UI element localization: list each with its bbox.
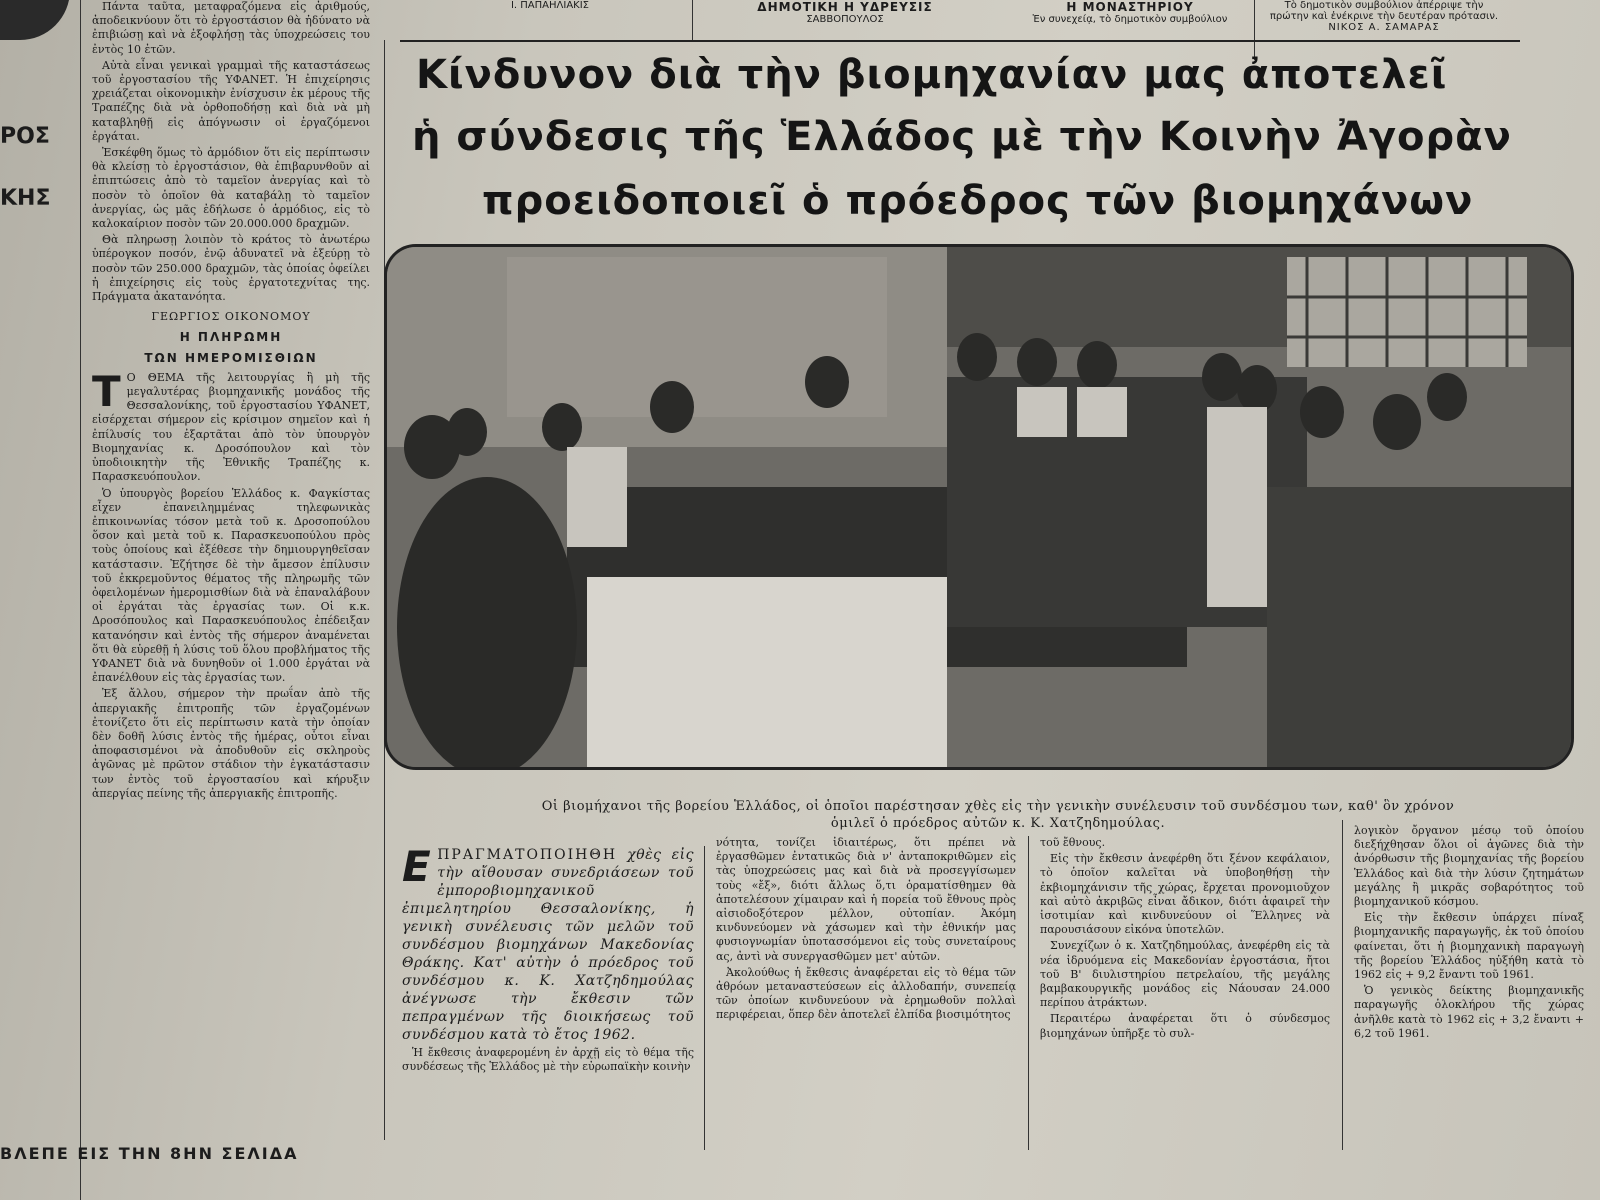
photo-caption-line-1: Οἱ βιομήχανοι τῆς βορείου Ἑλλάδος, οἱ ὁποῖοι παρέστησαν χθὲς εἰς τὴν γενικὴν συνέλευσιν τοῦ συνδέσμου των, καθ' ὃν χρόνον xyxy=(541,799,1455,814)
main-dropcap: Ε xyxy=(402,846,432,891)
ink-blot-decoration xyxy=(0,0,70,40)
main-col-3-p2: Εἰς τὴν ἔκθεσιν ἀνεφέρθη ὅτι ξένον κεφάλαιον, τὸ ὁποῖον καλεῖται νὰ ὑποβοηθήσῃ τὴν ἐκβιομηχάνισιν τῆς χώρας, ἔρχεται προνομιοῦχον καὶ αὐτὸ ἀκριβῶς εἶναι ἄδικον, διότι ἀφαιρεῖ τὴν ἰσοτιμίαν καὶ κινδυνεύουν οἱ Ἕλληνες νὰ παρουσιάσουν εἰκόνα ὑποτελῶν. xyxy=(1040,852,1330,937)
continued-on-page-8: ΒΛΕΠΕ ΕΙΣ ΤΗΝ 8ΗΝ ΣΕΛΙΔΑ xyxy=(0,1144,299,1163)
top-cell-4 xyxy=(1264,0,1504,33)
main-col-4-p3: Ὁ γενικὸς δείκτης βιομηχανικῆς παραγωγῆς ὁλοκλήρου τῆς χώρας ἀνῆλθε κατὰ τὸ 1962 εἰς + 3,2 ἔναντι + 6,2 τοῦ 1961. xyxy=(1354,984,1584,1040)
edge-fragment-1: ΡΟΣ xyxy=(0,124,50,149)
column-rule xyxy=(1028,836,1029,1150)
top-cell-1 xyxy=(450,0,650,11)
left-paragraph-1: Ο ΘΕΜΑ τῆς λειτουργίας ἢ μὴ τῆς μεγαλυτέρας βιομηχανικῆς μονάδος τῆς Θεσσαλονίκης, τοῦ ἐργοστασίου ΥΦΑΝΕΤ, εἰσέρχεται σήμερον εἰς κρίσιμον σημεῖον καὶ ἡ ἐπίλυσίς του ἐξαρτᾶται ἀπὸ τὸν ὑπουργὸν Βιομηχανίας κ. Δροσόπουλον καὶ τὸν ὑποδιοικητὴν τῆς Ἐθνικῆς Τραπέζης κ. Παρασκευόπουλον. xyxy=(92,370,370,484)
top-cell-3 xyxy=(1010,0,1250,25)
left-top-paragraph: Ἐσκέφθη ὅμως τὸ ἁρμόδιον ὅτι εἰς περίπτωσιν θὰ κλείσῃ τὸ ἐργοστάσιον, θὰ ἐπιβαρυνθοῦν αἱ ἐπιπτώσεις ἀπὸ τὸ ταμεῖον ἀνεργίας καὶ τὸ ποσὸν τὸ ὁποῖον θὰ καταβάλῃ τὸ ταμεῖον ἀνεργίας, ὡς μᾶς ἐδήλωσε ὁ ἁρμόδιος, εἰς τὸ καλοκαίριον ποσὸν τῶν 20.000.000 δραχμῶν. xyxy=(92,146,370,231)
headline-line-1: Κίνδυνον διὰ τὴν βιομηχανίαν μας ἀποτελεῖ xyxy=(416,52,1448,98)
left-article xyxy=(92,0,370,1136)
top-cell-1-text: Ι. ΠΑΠΑΗΛΙΑΚΙΣ xyxy=(510,0,589,11)
main-article-col-4 xyxy=(1354,824,1584,1150)
left-byline: ΓΕΩΡΓΙΟΣ ΟΙΚΟΝΟΜΟΥ xyxy=(151,310,311,324)
main-lead-caps: ΠΡΑΓΜΑΤΟΠΟΙΗΘΗ xyxy=(437,847,618,863)
photo-caption-line-2: ὁμιλεῖ ὁ πρόεδρος αὐτῶν κ. Κ. Χατζηδημούλας. xyxy=(830,816,1166,831)
top-cell-2-sub: ΣΑΒΒΟΠΟΥΛΟΣ xyxy=(806,14,884,25)
left-dropcap: Τ xyxy=(92,366,121,416)
left-top-paragraph: Αὐτὰ εἶναι γενικαὶ γραμμαὶ τῆς καταστάσεως τοῦ ἐργοστασίου τῆς ΥΦΑΝΕΤ. Ἡ ἐπιχείρησις χρειάζεται οἰκονομικὴν ἐνίσχυσιν ἐκ μέρους τῆς Τραπέζης διὰ νὰ ὀρθοποδήσῃ καὶ διὰ νὰ μὴ καταβληθῇ εἰς ἀπόγνωσιν οἱ ἐργαζόμενοι ἐργάται. xyxy=(92,58,370,143)
top-rule-2 xyxy=(1254,0,1255,60)
left-paragraph-3: Ἐξ ἄλλου, σήμερον τὴν πρωΐαν ἀπὸ τῆς ἀπεργιακῆς ἐπιτροπῆς τῶν ἐργαζομένων ἐτονίζετο ὅτι εἰς περίπτωσιν κατὰ τὴν ὁποίαν δὲν δοθῆ λύσις ἐντὸς τῆς ἡμέρας, οὗτοι εἶναι ἀποφασισμένοι νὰ ἀποδυθοῦν εἰς σκληροὺς ἀγῶνας μὲ πρῶτον στάδιον τὴν ἐγκατάστασιν των ἐντὸς τοῦ ἐργοστασίου καὶ κήρυξιν ἀπεργίας πείνης τῆς ἀπεργιακῆς ἐπιτροπῆς. xyxy=(92,687,370,800)
main-col-2-p2: Ἀκολούθως ἡ ἔκθεσις ἀναφέρεται εἰς τὸ θέμα τῶν ἀθρόων μεταναστεύσεων εἰς ἀλλοδαπήν, συνεπείᾳ τῶν ὁποίων κινδυνεύουν νὰ ἐρημωθοῦν πολλαὶ περιφέρειαι, ὅπερ δὲν ἀποτελεῖ ἐλπίδα βιοσιμότητος xyxy=(716,965,1016,1022)
main-col-4-p1: λογικὸν ὄργανον μέσῳ τοῦ ὁποίου διεξήχθησαν ὅλοι οἱ ἀγῶνες διὰ τὴν ἀνόρθωσιν τῆς βιομηχανίας τῆς βορείου Ἑλλάδος καὶ διὰ τὴν λύσιν ζητημάτων μεγάλης ἢ μικρᾶς σοβαρότητος τοῦ βιομηχανικοῦ κόσμου. xyxy=(1354,824,1584,909)
main-col-4-p2: Εἰς τὴν ἔκθεσιν ὑπάρχει πίναξ βιομηχανικῆς παραγωγῆς, ἐκ τοῦ ὁποίου φαίνεται, ὅτι ἡ βιομηχανικὴ παραγωγὴ τῆς βορείου Ἑλλάδος ηὐξήθη κατὰ τὸ 1962 εἰς + 9,2 ἔναντι τοῦ 1961. xyxy=(1354,911,1584,982)
left-subhead-1: Η ΠΛΗΡΩΜΗ xyxy=(179,330,283,345)
top-cell-4-text: Τὸ δημοτικὸν συμβούλιον ἀπέρριψε τὴν πρώτην καὶ ἐνέκρινε τὴν δευτέραν πρότασιν. xyxy=(1269,0,1499,22)
top-cell-3-sub: Ἐν συνεχείᾳ, τὸ δημοτικὸν συμβούλιον xyxy=(1032,14,1228,25)
top-rule-1 xyxy=(692,0,693,42)
main-col-3-p3: Συνεχίζων ὁ κ. Χατζηδημούλας, ἀνεφέρθη εἰς τὰ νέα ἱδρυόμενα εἰς Μακεδονίαν ἐργοστάσια, ἤτοι τοῦ Β' διυλιστηρίου πετρελαίου, τῆς μεγάλης βαμβακουργικῆς μονάδος εἰς Νάουσαν 24.000 περίπου ἀτράκτων. xyxy=(1040,939,1330,1010)
main-article-col-1 xyxy=(402,846,694,1150)
edge-fragment-2: ΚΗΣ xyxy=(0,186,51,211)
meeting-photo-illustration xyxy=(387,247,1571,767)
left-subhead-2: ΤΩΝ ΗΜΕΡΟΜΙΣΘΙΩΝ xyxy=(144,350,318,365)
header-rule xyxy=(400,40,1520,42)
meeting-photograph xyxy=(384,244,1574,770)
top-cell-3-title: Η ΜΟΝΑΣΤΗΡΙΟΥ xyxy=(1066,0,1194,14)
top-cell-4-sign: ΝΙΚΟΣ Α. ΣΑΜΑΡΑΣ xyxy=(1328,22,1440,33)
main-col-3-p1: τοῦ ἔθνους. xyxy=(1040,836,1106,849)
main-article-col-3 xyxy=(1040,836,1330,1150)
headline-line-3: προειδοποιεῖ ὁ πρόεδρος τῶν βιομηχάνων xyxy=(482,178,1474,224)
top-cell-2-title: ΔΗΜΟΤΙΚΗ Η ΥΔΡΕΥΣΙΣ xyxy=(757,0,933,14)
left-paragraph-2: Ὁ ὑπουργὸς βορείου Ἑλλάδος κ. Φαγκίστας εἶχεν ἐπανειλημμένας τηλεφωνικὰς ἐπικοινωνίας τόσον μετὰ τοῦ κ. Δροσοπούλου ὅσον καὶ μετὰ τοῦ κ. Παρασκευοπούλου πρὸς τοὺς ὁποίους καὶ ἐξέθεσε τὴν δημιουργηθεῖσαν κατάστασιν. Ἐζήτησε δὲ τὴν ἄμεσον ἐπίλυσιν τοῦ ἐκκρεμοῦντος θέματος τῆς πληρωμῆς τῶν ὀφειλομένων ἡμερομισθίων διὰ νὰ ἐπαναλάβουν οἱ ἐργάται τὰς ἐργασίας των. Οἱ κ.κ. Δροσόπουλος καὶ Παρασκευόπουλος ἐπέδειξαν κατανόησιν καὶ ἐντὸς τῆς σήμερον ἀναμένεται ὅτι θὰ εὑρεθῇ ἡ λύσις τοῦ ὅλου προβλήματος τῆς ΥΦΑΝΕΤ διὰ νὰ δυνηθοῦν οἱ 1.000 ἐργάται νὰ ἐπανέλθουν εἰς τὰς ἐργασίας των. xyxy=(92,486,370,685)
column-rule xyxy=(80,0,81,1200)
main-col-1-tail: Ἡ ἔκθεσις ἀναφερομένη ἐν ἀρχῇ εἰς τὸ θέμα τῆς συνδέσεως τῆς Ἑλλάδος μὲ τὴν εὐρωπαϊκὴν κοινὴν xyxy=(402,1046,694,1074)
column-rule xyxy=(704,846,705,1150)
main-lead-text: χθὲς εἰς τὴν αἴθουσαν συνεδριάσεων τοῦ ἐμποροβιομηχανικοῦ ἐπιμελητηρίου Θεσσαλονίκης, ἡ γενικὴ συνέλευσις τῶν μελῶν τοῦ συνδέσμου βιομηχάνων Μακεδονίας Θράκης. Κατ' αὐτὴν ὁ πρόεδρος τοῦ συνδέσμου κ. Κ. Χατζηδημούλας ἀνέγνωσε τὴν ἔκθεσιν τῶν πεπραγμένων τῆς διοικήσεως τοῦ συνδέσμου κατὰ τὸ ἔτος 1962. xyxy=(402,847,694,1043)
headline-line-2: ἡ σύνδεσις τῆς Ἑλλάδος μὲ τὴν Κοινὴν Ἀγορὰν xyxy=(412,114,1512,160)
main-col-3-p4: Περαιτέρω ἀναφέρεται ὅτι ὁ σύνδεσμος βιομηχάνων ὑπῆρξε τὸ συλ- xyxy=(1040,1012,1330,1040)
left-top-paragraph: Θὰ πληρωσῃ λοιπὸν τὸ κράτος τὸ ἀνωτέρω ὑπέρογκον ποσόν, ἐνῷ ἀδυνατεῖ νὰ ἐξεύρῃ τὸ ποσὸν τῶν 250.000 δραχμῶν, τὰς ὁποίας ὀφείλει ἡ ἐπιχείρησις εἰς τοὺς ἐργατοτεχνίτας της. Πράγματα ἀκατανόητα. xyxy=(92,233,370,304)
top-cell-2 xyxy=(700,0,990,25)
main-col-2-p1: νότητα, τονίζει ἰδιαιτέρως, ὅτι πρέπει νὰ ἐργασθῶμεν ἐντατικῶς διὰ ν' ἀνταποκριθῶμεν εἰς τὰς ὑποχρεώσεις μας καὶ διὰ νὰ προσεγγίσωμεν τοὺς «ἔξ», διότι ἄλλως ὅ,τι ὁραματίσθημεν θὰ ἀποτελέσουν χίμαιραν καὶ ἡ πορεία τοῦ ἔθνους πρὸς αἰσιοδοξότερον μέλλον, οὐτοπίαν. Ἀκόμη κινδυνεύομεν νὰ χάσωμεν καὶ τὴν ἐθνικήν μας φυσιογνωμίαν ὑποτασσόμενοι εἰς τοὺς συνεταίρους ας, ἀντὶ νὰ συνεργασθῶμεν μετ' αὐτῶν. xyxy=(716,836,1016,963)
main-article-col-2 xyxy=(716,836,1016,1150)
left-top-paragraph: Πάντα ταῦτα, μεταφραζόμενα εἰς ἀριθμούς, ἀποδεικνύουν ὅτι τὸ ἐργοστάσιον θὰ ἠδύνατο νὰ ἐπιβιώσῃ καὶ νὰ ἐξοφλήσῃ τὰς ὑποχρεώσεις του ἐντὸς 10 ἐτῶν. xyxy=(92,0,370,56)
column-rule xyxy=(1342,820,1343,1150)
